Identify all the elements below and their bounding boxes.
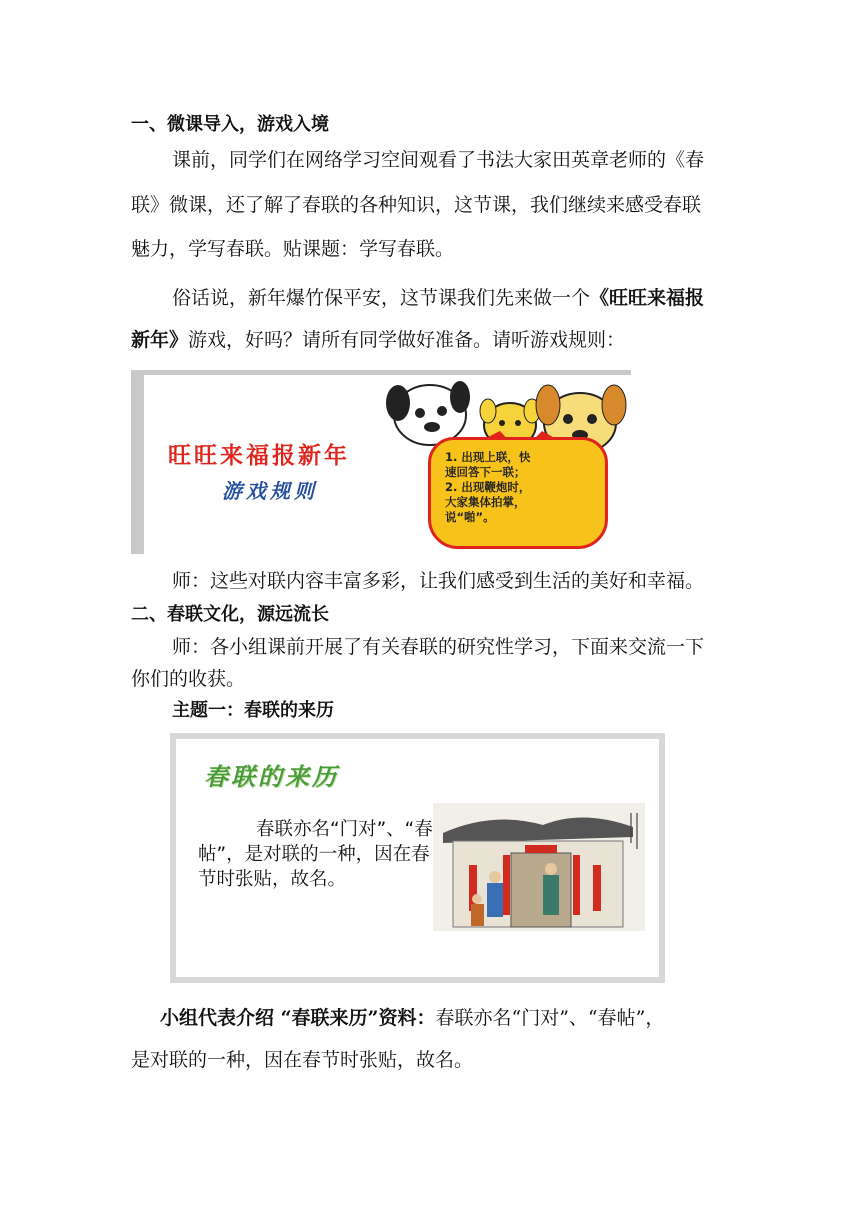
para1-line1: 课前，同学们在网络学习空间观看了书法大家田英章老师的《春 — [172, 149, 705, 171]
origin-slide — [170, 733, 665, 983]
topic1-heading: 主题一：春联的来历 — [172, 700, 334, 721]
intro-line2: 是对联的一种，因在春节时张贴，故名。 — [131, 1049, 474, 1071]
game-rules-slide — [131, 370, 631, 554]
origin-slide-body: 春联亦名“门对”、“春帖”，是对联的一种，因在春节时张贴，故名。 — [198, 819, 433, 890]
origin-slide-title: 春联的来历 — [204, 762, 339, 791]
rules-card — [428, 437, 608, 549]
para2-line2 — [131, 325, 625, 355]
intro-rest: 春联亦名“门对”、“春帖”， — [435, 1007, 665, 1029]
intro-line1 — [160, 1003, 664, 1033]
section2-para-line2: 你们的收获。 — [131, 668, 246, 690]
para2-text: 俗话说，新年爆竹保平安，这节课我们先来做一个 — [172, 287, 591, 309]
teacher-line: 师：这些对联内容丰富多彩，让我们感受到生活的美好和幸福。 — [172, 570, 705, 592]
game-name-part2: 新年》 — [131, 329, 189, 351]
slide-subtitle: 游戏规则 — [222, 479, 318, 503]
section2-heading: 二、春联文化，源远流长 — [131, 604, 329, 625]
section1-heading: 一、微课导入，游戏入境 — [131, 114, 329, 135]
para2-line1 — [172, 283, 704, 313]
section2-para-line1: 师：各小组课前开展了有关春联的研究性学习，下面来交流一下 — [172, 636, 705, 658]
para1-line3: 魅力，学写春联。贴课题：学写春联。 — [131, 238, 455, 260]
intro-bold: 小组代表介绍 “春联来历”资料： — [160, 1007, 436, 1029]
rules-text: 1. 出现上联，快 速回答下一联； 2. 出现鞭炮时， 大家集体拍掌， 说“啪”。 — [445, 450, 531, 524]
slide-title: 旺旺来福报新年 — [168, 442, 350, 469]
para2-text-2: 游戏，好吗？请所有同学做好准备。请听游戏规则： — [188, 329, 626, 351]
game-name-part1: 《旺旺来福报 — [590, 287, 705, 309]
spring-couplet-painting — [433, 803, 645, 931]
origin-slide-text — [198, 817, 438, 892]
para1-line2: 联》微课，还了解了春联的各种知识，这节课，我们继续来感受春联 — [131, 194, 702, 216]
dog-icon — [386, 381, 470, 445]
